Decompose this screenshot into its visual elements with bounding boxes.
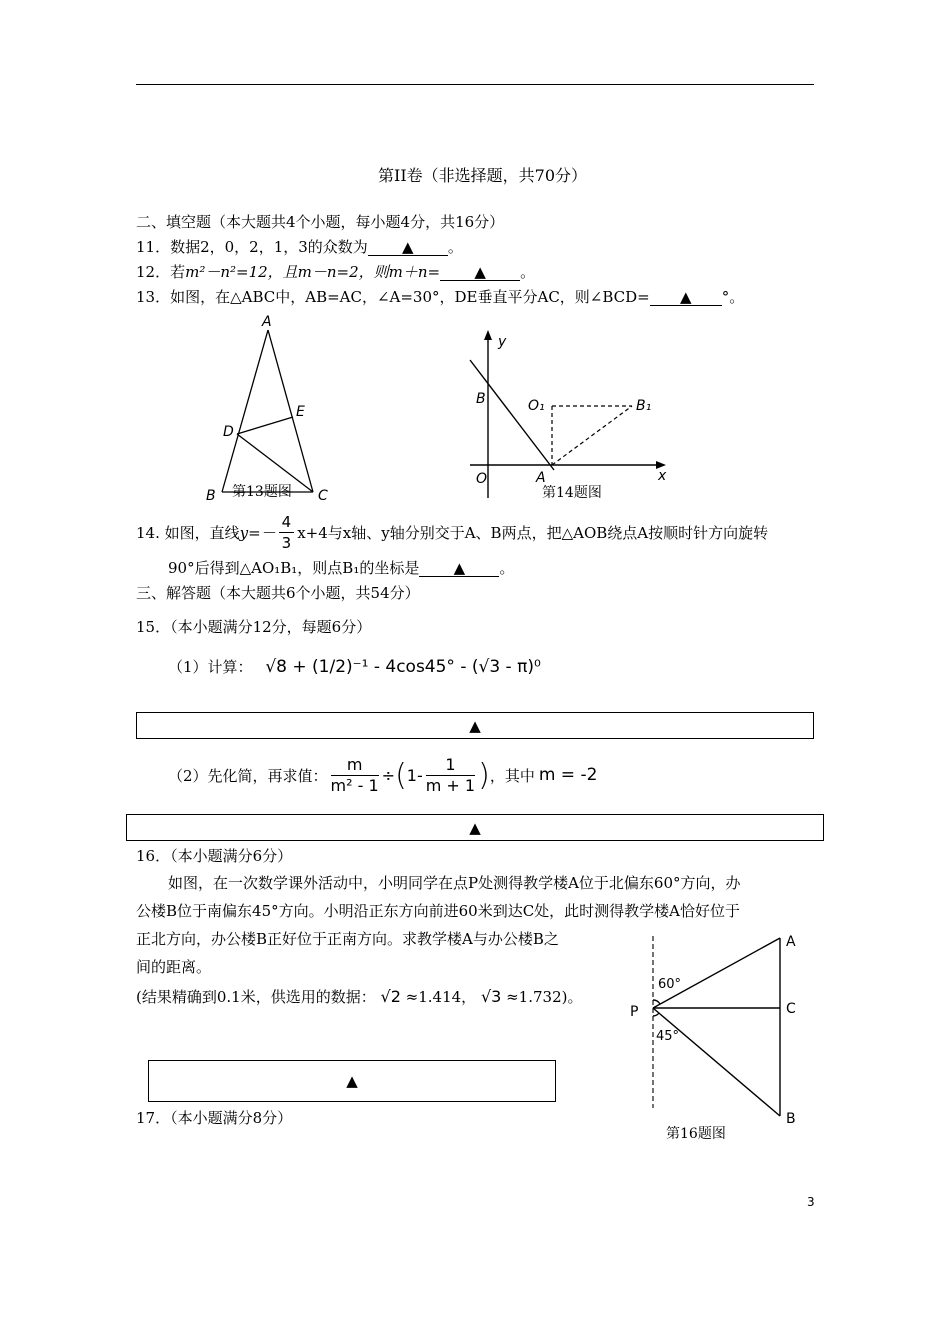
q14-frac-num: 4 bbox=[279, 512, 295, 533]
q12-period: 。 bbox=[520, 263, 536, 281]
q13-period: 。 bbox=[729, 288, 745, 306]
q15-2-fraction-main bbox=[331, 755, 379, 796]
fig14-label-y: y bbox=[498, 334, 507, 350]
fig14-label-x: x bbox=[658, 468, 667, 484]
q16-answer-box[interactable] bbox=[148, 1060, 556, 1102]
q14-fraction bbox=[279, 512, 295, 553]
fig13-label-c: C bbox=[318, 488, 328, 504]
q15-1-expression: √8 + (1/2)⁻¹ - 4cos45° - (√3 - π)⁰ bbox=[265, 657, 541, 677]
q15-2-main-den: m² - 1 bbox=[330, 775, 379, 795]
figure-13 bbox=[195, 312, 345, 504]
fig14-label-b1: B₁ bbox=[636, 398, 652, 414]
q15-2-inner-num: 1 bbox=[426, 755, 475, 776]
q15-1-answer-box[interactable] bbox=[136, 712, 814, 739]
fig16-label-60: 60° bbox=[658, 977, 682, 992]
fig16-segment-pb bbox=[653, 1008, 780, 1116]
question-13 bbox=[136, 286, 744, 307]
section-title: 第II卷（非选择题，共70分） bbox=[378, 166, 588, 185]
q15-2-inner-den: m + 1 bbox=[425, 775, 476, 795]
fig13-segment-de bbox=[237, 417, 293, 434]
q14-period: 。 bbox=[499, 559, 515, 577]
fig14-dashed-ab1 bbox=[552, 406, 632, 465]
q15-2 bbox=[168, 750, 597, 800]
fig13-side-ab bbox=[222, 330, 268, 492]
q15-1-label: （1）计算： bbox=[168, 658, 253, 676]
q15-2-paren-open: ( bbox=[395, 757, 407, 793]
q16-note-b: ≈1.414， bbox=[405, 988, 477, 1006]
q15-2-answer-marker: ▲ bbox=[469, 818, 481, 837]
fig16-label-c: C bbox=[786, 1001, 796, 1017]
fig13-caption: 第13题图 bbox=[232, 484, 292, 500]
q14-answer-blank[interactable]: ▲ bbox=[419, 561, 499, 577]
fig14-label-b: B bbox=[476, 391, 486, 407]
q16-answer-marker: ▲ bbox=[346, 1072, 358, 1090]
fig16-label-a: A bbox=[786, 934, 796, 950]
q11-answer-blank[interactable]: ▲ bbox=[368, 240, 448, 256]
q13-text: 13．如图，在△ABC中，AB=AC，∠A=30°，DE垂直平分AC，则∠BCD= bbox=[136, 288, 650, 306]
fig16-angle-45-arc bbox=[653, 1013, 659, 1016]
q15-heading: 15．（本小题满分12分，每题6分） bbox=[136, 618, 372, 636]
q16-note-c: ≈1.732)。 bbox=[506, 988, 583, 1006]
q14-line2-text: 90°后得到△AO₁B₁，则点B₁的坐标是 bbox=[168, 559, 420, 577]
q15-2-where: ，其中 bbox=[489, 766, 535, 785]
question-14-line1 bbox=[136, 509, 768, 555]
fig13-label-b: B bbox=[206, 488, 216, 504]
q12-body: m²－n²=12，且m－n=2，则m＋n= bbox=[185, 263, 441, 281]
q16-paragraph-1: 如图，在一次数学课外活动中，小明同学在点P处测得教学楼A位于北偏东60°方向，办 bbox=[168, 874, 741, 892]
q14-text-a: 14. 如图，直线 bbox=[136, 523, 240, 542]
q15-2-label: （2）先化简，再求值： bbox=[168, 766, 328, 785]
fig14-label-a: A bbox=[536, 470, 546, 486]
q15-2-answer-box[interactable] bbox=[126, 814, 824, 841]
question-14-line2 bbox=[168, 557, 514, 578]
q15-2-value: m = -2 bbox=[538, 765, 598, 785]
q15-2-fraction-inner bbox=[426, 755, 475, 796]
q16-data-note bbox=[136, 986, 582, 1007]
fig14-y-arrow-icon bbox=[484, 330, 492, 340]
part2-heading: 二、填空题（本大题共4个小题，每小题4分，共16分） bbox=[136, 213, 505, 231]
page-number: 3 bbox=[807, 1195, 815, 1209]
q13-answer-blank[interactable]: ▲ bbox=[650, 290, 722, 306]
q16-paragraph-2: 公楼B位于南偏东45°方向。小明沿正东方向前进60米到达C处，此时测得教学楼A恰好位于 bbox=[136, 902, 741, 920]
part3-heading: 三、解答题（本大题共6个小题，共54分） bbox=[136, 584, 420, 602]
fig16-segment-pa bbox=[653, 938, 780, 1008]
fig16-caption: 第16题图 bbox=[666, 1126, 726, 1142]
q16-heading: 16．（本小题满分6分） bbox=[136, 847, 293, 865]
q11-period: 。 bbox=[447, 238, 463, 256]
q16-paragraph-3: 正北方向，办公楼B正好位于正南方向。求教学楼A与办公楼B之 bbox=[136, 930, 559, 948]
figure-16 bbox=[620, 930, 810, 1150]
q16-note-sqrt3: √3 bbox=[480, 987, 502, 1006]
q15-1-answer-marker: ▲ bbox=[469, 716, 481, 735]
fig14-label-o1: O₁ bbox=[528, 398, 545, 414]
figure-14 bbox=[462, 326, 677, 504]
fig16-label-45: 45° bbox=[656, 1029, 680, 1044]
q17-heading: 17．（本小题满分8分） bbox=[136, 1109, 293, 1127]
question-12 bbox=[136, 261, 535, 282]
fig16-label-b: B bbox=[786, 1111, 796, 1127]
q13-unit: ° bbox=[721, 288, 730, 306]
q14-text-c: x+4与x轴、y轴分别交于A、B两点，把△AOB绕点A按顺时针方向旋转 bbox=[297, 523, 769, 542]
fig13-label-d: D bbox=[223, 424, 234, 440]
q16-paragraph-4: 间的距离。 bbox=[136, 958, 212, 976]
q12-answer-blank[interactable]: ▲ bbox=[440, 265, 520, 281]
q15-2-main-num: m bbox=[331, 755, 379, 776]
q11-text: 11．数据2，0，2，1，3的众数为 bbox=[136, 238, 368, 256]
fig14-label-o: O bbox=[476, 471, 488, 487]
q12-prefix: 12．若 bbox=[136, 263, 186, 281]
q15-1 bbox=[168, 656, 541, 677]
header-rule bbox=[136, 84, 814, 85]
q16-note-sqrt2: √2 bbox=[380, 987, 401, 1006]
fig14-line-ab bbox=[470, 360, 554, 470]
fig14-caption: 第14题图 bbox=[542, 485, 602, 501]
q15-2-divide: ÷ bbox=[381, 765, 396, 785]
q16-note-a: (结果精确到0.1米，供选用的数据： bbox=[136, 988, 376, 1006]
fig16-angle-60-arc bbox=[653, 1000, 660, 1004]
q14-text-b: y=－ bbox=[239, 523, 276, 542]
fig13-side-ac bbox=[268, 330, 313, 492]
q15-2-paren-close: ) bbox=[478, 757, 490, 793]
fig16-label-p: P bbox=[630, 1004, 639, 1020]
fig13-label-e: E bbox=[296, 404, 305, 420]
question-11 bbox=[136, 236, 463, 257]
q15-2-inner-prefix: 1- bbox=[406, 765, 423, 785]
fig13-label-a: A bbox=[262, 314, 272, 330]
q14-frac-den: 3 bbox=[281, 533, 292, 552]
